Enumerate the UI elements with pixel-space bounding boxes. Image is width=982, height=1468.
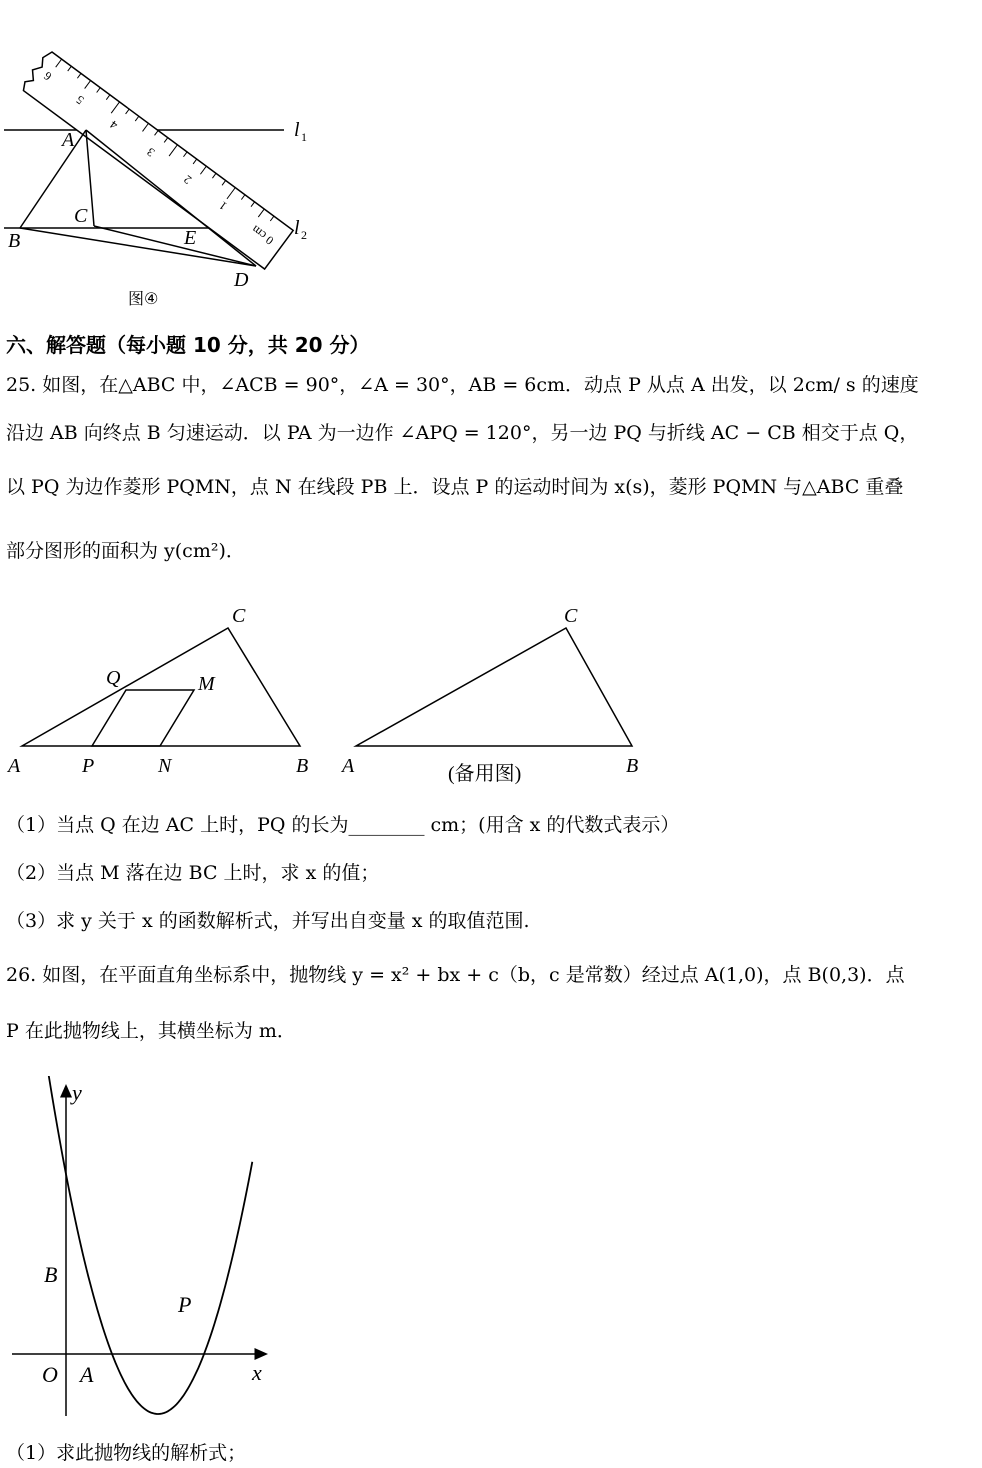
ruler-mark-2: 2 xyxy=(181,172,195,188)
graph-label-P: P xyxy=(178,1292,192,1317)
graph-label-x: x xyxy=(252,1360,262,1385)
fig4-label-l1-sub: 1 xyxy=(301,130,307,144)
q25-sub-2: （2）当点 M 落在边 BC 上时，求 x 的值； xyxy=(6,862,380,884)
q26-sub-1: （1）求此抛物线的解析式； xyxy=(6,1442,247,1464)
ruler-mark-4: 4 xyxy=(107,117,121,133)
ruler xyxy=(19,49,293,269)
triangle-abc-left xyxy=(22,628,300,746)
section-title: 六、解答题（每小题 10 分，共 20 分） xyxy=(6,333,370,357)
fig4-label-A: A xyxy=(62,129,75,151)
ruler-mark-0: 0 cm xyxy=(248,222,277,248)
fig4-label-l2: l xyxy=(294,217,300,239)
ruler-mark-3: 3 xyxy=(144,144,158,160)
q25-fig-label-P: P xyxy=(82,755,95,777)
q25-fig-label-B: B xyxy=(296,755,309,777)
q25-fig-label-N: N xyxy=(158,755,172,777)
q25-fig-label-A: A xyxy=(8,755,21,777)
q25-backup-label-B: B xyxy=(626,755,639,777)
fig4-label-C: C xyxy=(74,205,88,227)
graph-label-O: O xyxy=(42,1362,58,1387)
q25-sub-1: （1）当点 Q 在边 AC 上时，PQ 的长为________ cm；(用含 x 的代数式表示） xyxy=(6,814,680,836)
q25-fig-label-M: M xyxy=(198,673,215,695)
parabola-curve xyxy=(36,1076,252,1414)
figure-4 xyxy=(0,40,320,315)
q26-line-1: 26. 如图，在平面直角坐标系中，抛物线 y = x² + bx + c（b，c 是常数）经过点 A(1,0)，点 B(0,3)．点 xyxy=(6,964,905,986)
fig4-label-B: B xyxy=(8,230,21,252)
ruler-mark-6: 6 xyxy=(41,68,55,84)
graph-label-A: A xyxy=(80,1362,94,1387)
fig4-label-l2-sub: 2 xyxy=(301,228,307,242)
q25-backup-label-A: A xyxy=(342,755,355,777)
q25-line-3: 以 PQ 为边作菱形 PQMN，点 N 在线段 PB 上．设点 P 的运动时间为 x(s)，菱形 PQMN 与△ABC 重叠 xyxy=(6,476,904,498)
q25-sub-3: （3）求 y 关于 x 的函数解析式，并写出自变量 x 的取值范围. xyxy=(6,910,530,932)
ruler-mark-5: 5 xyxy=(73,92,87,108)
q25-backup-label-C: C xyxy=(564,605,578,627)
q25-fig-label-C: C xyxy=(232,605,246,627)
fig4-label-D: D xyxy=(234,269,249,291)
fig4-label-E: E xyxy=(184,227,197,249)
backup-caption: (备用图) xyxy=(448,763,522,785)
triangle-abc-backup xyxy=(356,628,632,746)
q25-line-4: 部分图形的面积为 y(cm²)． xyxy=(6,540,245,562)
q25-line-2: 沿边 AB 向终点 B 匀速运动．以 PA 为一边作 ∠APQ = 120°，另一边 PQ 与折线 AC − CB 相交于点 Q， xyxy=(6,422,919,444)
fig4-caption: 图④ xyxy=(128,289,159,308)
graph-label-B: B xyxy=(44,1262,58,1287)
q25-figure xyxy=(0,596,680,796)
ruler-mark-1: 1 xyxy=(216,198,230,214)
q26-parabola-graph xyxy=(0,1076,290,1426)
fig4-label-l1: l xyxy=(294,119,300,141)
q26-line-2: P 在此抛物线上，其横坐标为 m． xyxy=(6,1020,296,1042)
graph-label-y: y xyxy=(72,1080,82,1105)
q25-fig-label-Q: Q xyxy=(106,667,121,689)
rhombus-pqmn xyxy=(92,690,194,746)
q25-line-1: 25. 如图，在△ABC 中，∠ACB = 90°，∠A = 30°，AB = 6cm．动点 P 从点 A 出发，以 2cm/ s 的速度 xyxy=(6,374,919,396)
